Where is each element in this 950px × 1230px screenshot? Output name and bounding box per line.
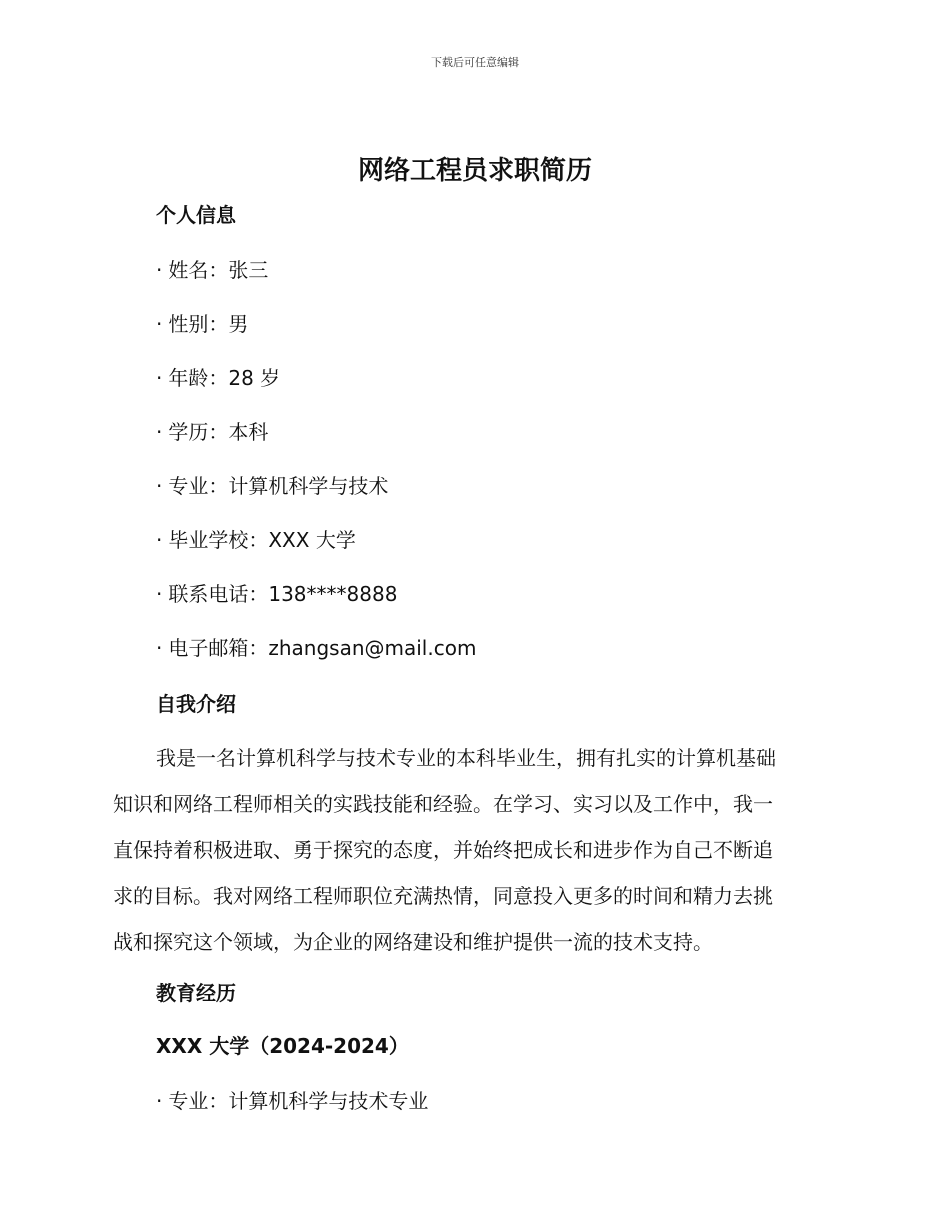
- list-item: · 学历：本科: [156, 420, 269, 444]
- document-title: 网络工程员求职简历: [357, 156, 592, 186]
- list-item: · 专业：计算机科学与技术: [156, 474, 389, 498]
- education-school: XXX 大学（2024-2024）: [156, 1034, 409, 1058]
- list-item: · 联系电话：138****8888: [156, 582, 398, 606]
- list-item: · 毕业学校：XXX 大学: [156, 528, 356, 552]
- list-item-text: 年龄：28 岁: [168, 366, 281, 390]
- list-item-text: 性别：男: [168, 312, 249, 336]
- paragraph-line: 我是一名计算机科学与技术专业的本科毕业生，拥有扎实的计算机基础: [156, 746, 776, 770]
- paragraph-line: 求的目标。我对网络工程师职位充满热情，同意投入更多的时间和精力去挑: [113, 884, 773, 908]
- list-item: · 电子邮箱：zhangsan@mail.com: [156, 636, 477, 660]
- header-note: 下载后可任意编辑: [431, 56, 519, 69]
- list-item: · 性别：男: [156, 312, 249, 336]
- section-heading-education: 教育经历: [156, 981, 236, 1005]
- list-item: · 年龄：28 岁: [156, 366, 281, 390]
- list-item-text: 学历：本科: [168, 420, 269, 444]
- list-item-text: 专业：计算机科学与技术专业: [168, 1089, 429, 1113]
- list-item: · 姓名：张三: [156, 258, 269, 282]
- section-heading-intro: 自我介绍: [156, 692, 236, 716]
- paragraph-line: 战和探究这个领域，为企业的网络建设和维护提供一流的技术支持。: [113, 930, 713, 954]
- list-item-text: 毕业学校：XXX 大学: [168, 528, 356, 552]
- list-item-text: 姓名：张三: [168, 258, 269, 282]
- list-item-text: 电子邮箱：zhangsan@mail.com: [168, 636, 477, 660]
- section-heading-personal: 个人信息: [156, 203, 236, 227]
- list-item: · 专业：计算机科学与技术专业: [156, 1089, 429, 1113]
- list-item-text: 专业：计算机科学与技术: [168, 474, 389, 498]
- paragraph-line: 知识和网络工程师相关的实践技能和经验。在学习、实习以及工作中，我一: [113, 792, 773, 816]
- paragraph-line: 直保持着积极进取、勇于探究的态度，并始终把成长和进步作为自己不断追: [113, 838, 773, 862]
- list-item-text: 联系电话：138****8888: [168, 582, 398, 606]
